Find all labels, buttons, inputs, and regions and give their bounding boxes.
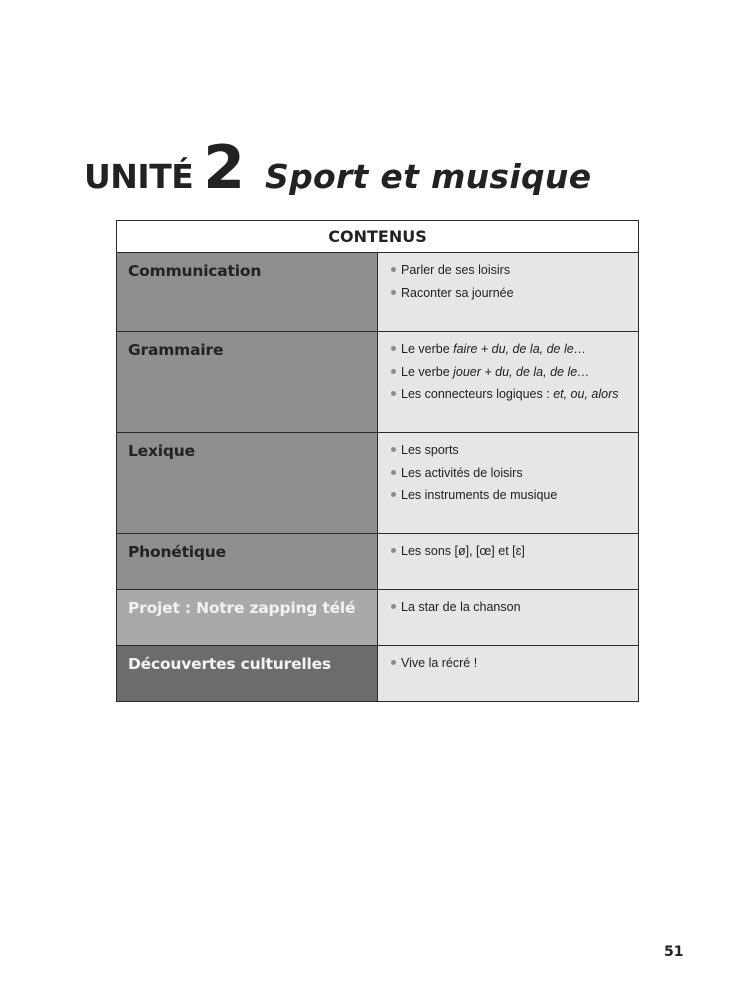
items-decouvertes bbox=[378, 646, 639, 702]
table-row bbox=[117, 332, 639, 433]
category-phonetique: Phonétique bbox=[117, 534, 378, 590]
list-item: Le verbe jouer + du, de la, de le… bbox=[391, 365, 638, 380]
list-item: Vive la récré ! bbox=[391, 656, 638, 671]
contents-heading: CONTENUS bbox=[117, 221, 639, 253]
category-decouvertes: Découvertes culturelles bbox=[117, 646, 378, 702]
items-lexique bbox=[378, 433, 639, 534]
list-item: Les activités de loisirs bbox=[391, 466, 638, 481]
list-item: Le verbe faire + du, de la, de le… bbox=[391, 342, 638, 357]
unit-number: 2 bbox=[203, 133, 245, 203]
list-item: Raconter sa journée bbox=[391, 286, 638, 301]
table-row bbox=[117, 433, 639, 534]
category-grammaire: Grammaire bbox=[117, 332, 378, 433]
list-item: La star de la chanson bbox=[391, 600, 638, 615]
items-communication bbox=[378, 253, 639, 332]
page-number: 51 bbox=[664, 944, 684, 960]
items-projet bbox=[378, 590, 639, 646]
category-communication: Communication bbox=[117, 253, 378, 332]
list-item: Les sports bbox=[391, 443, 638, 458]
list-item: Les sons [ø], [œ] et [ɛ] bbox=[391, 544, 638, 559]
contents-table bbox=[116, 220, 639, 702]
unit-title bbox=[84, 133, 592, 208]
unit-label: UNITÉ bbox=[84, 157, 194, 196]
table-row bbox=[117, 590, 639, 646]
items-grammaire bbox=[378, 332, 639, 433]
list-item: Les connecteurs logiques : et, ou, alors bbox=[391, 387, 638, 402]
unit-name: Sport et musique bbox=[265, 157, 592, 196]
category-projet: Projet : Notre zapping télé bbox=[117, 590, 378, 646]
list-item: Parler de ses loisirs bbox=[391, 263, 638, 278]
items-phonetique bbox=[378, 534, 639, 590]
table-row bbox=[117, 646, 639, 702]
table-row bbox=[117, 534, 639, 590]
table-row bbox=[117, 253, 639, 332]
category-lexique: Lexique bbox=[117, 433, 378, 534]
list-item: Les instruments de musique bbox=[391, 488, 638, 503]
